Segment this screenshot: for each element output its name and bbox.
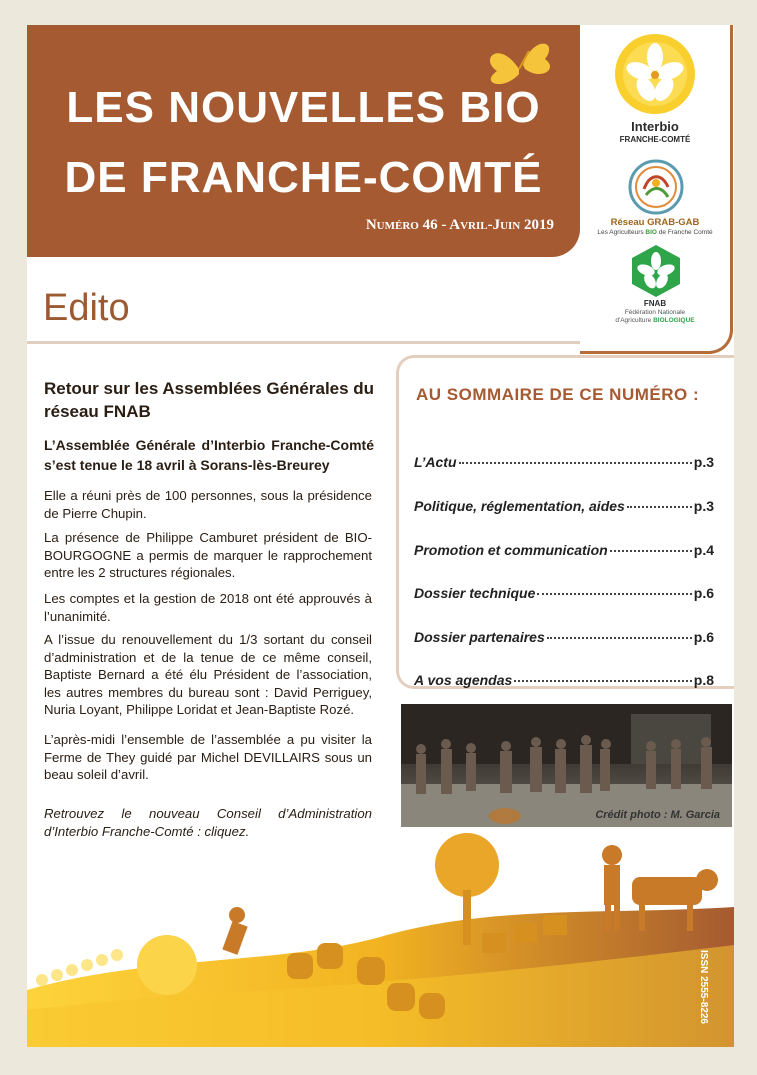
article-paragraph: Elle a réuni près de 100 personnes, sous la présidence de Pierre Chupin. (44, 488, 372, 521)
photo-credit: Crédit photo : M. Garcia (595, 809, 720, 821)
fnab-logo-name: FNAB (643, 299, 667, 308)
farm-landscape-illustration (27, 815, 734, 1047)
interbio-logo-region: FRANCHE-COMTÉ (619, 135, 691, 144)
toc-leader (627, 505, 692, 508)
toc-item-page: p.3 (693, 498, 714, 514)
newsletter-title-line2: DE FRANCHE-COMTÉ (64, 153, 543, 202)
toc-item-label: L’Actu (414, 454, 457, 470)
toc-item[interactable] (414, 672, 714, 688)
issue-label: Numéro 46 - Avril-Juin 2019 (365, 217, 554, 233)
article-subtitle: L’Assemblée Générale d’Interbio Franche-Comté s’est tenue le 18 avril à Sorans-lès-Breurey (44, 437, 374, 473)
toc-item[interactable] (414, 585, 714, 601)
toc-leader (610, 549, 692, 552)
grab-tagline-bio: BIO (645, 229, 657, 236)
article-paragraph: A l’issue du renouvellement du 1/3 sortant du conseil d’administration et de la tenue de ce même conseil, Baptiste Bernard a été élu Président de l’association, les autres membres du bureau sont : David Perriguey, Nuria Loyant, Philippe Loridat et Jean-Baptiste Rozé. (44, 632, 372, 717)
toc-item-label: Dossier partenaires (414, 629, 545, 645)
interbio-logo-name: Interbio (631, 119, 679, 134)
fnab-line2-prefix: d'Agriculture (615, 317, 654, 324)
fnab-line2-bio: BIOLOGIQUE (653, 317, 695, 324)
toc-leader (514, 679, 691, 682)
toc-leader (547, 636, 692, 639)
toc-item[interactable] (414, 542, 714, 558)
grab-logo-tagline (580, 229, 730, 236)
article-paragraph: L’après-midi l’ensemble de l’assemblée a pu visiter la Ferme de They guidé par Michel DEVILLAIRS sous un beau soleil d’avril. (44, 732, 372, 782)
grab-tagline-suffix: de Franche Comté (656, 229, 713, 236)
flower-logo-icon (614, 33, 696, 115)
toc-item-page: p.6 (693, 629, 714, 645)
table-of-contents (396, 355, 734, 689)
toc-item[interactable] (414, 454, 714, 470)
toc-item-page: p.6 (693, 585, 714, 601)
toc-item[interactable] (414, 629, 714, 645)
newsletter-title-line1: LES NOUVELLES BIO (66, 83, 541, 132)
toc-item-page: p.8 (693, 672, 714, 688)
article-cta-link[interactable]: Retrouvez le nouveau Conseil d’Administration d’Interbio Franche-Comté : cliquez. (44, 806, 372, 839)
fnab-logo-icon (630, 243, 682, 299)
fnab-logo-line1: Fédération Nationale (624, 309, 686, 316)
grab-logo-name: Réseau GRAB-GAB (610, 217, 700, 228)
grab-tagline-prefix: Les Agriculteurs (597, 229, 646, 236)
article-title: Retour sur les Assemblées Générales du réseau FNAB (44, 379, 375, 421)
fnab-logo-line2 (580, 317, 730, 324)
grab-logo-icon (628, 159, 684, 215)
partner-logos-panel (580, 25, 733, 354)
toc-leader (459, 461, 692, 464)
toc-item-page: p.4 (693, 542, 714, 558)
header-banner (27, 25, 580, 257)
article-paragraph: La présence de Philippe Camburet président de BIO-BOURGOGNE a permis de marquer le rapprochement entre les 2 structures régionales. (44, 530, 372, 580)
toc-item-label: A vos agendas (414, 672, 513, 688)
toc-title: AU SOMMAIRE DE CE NUMÉRO : (416, 385, 700, 404)
toc-item-page: p.3 (693, 454, 714, 470)
article-paragraph: Les comptes et la gestion de 2018 ont été approuvés à l’unanimité. (44, 591, 372, 624)
toc-item[interactable] (414, 498, 714, 514)
butterfly-icon (479, 29, 559, 99)
issn-number: ISSN 2555-8226 (698, 950, 709, 1024)
newsletter-page (27, 25, 734, 1047)
toc-item-label: Promotion et communication (414, 542, 608, 558)
toc-item-label: Dossier technique (414, 585, 536, 601)
section-divider (27, 341, 580, 344)
toc-leader (537, 592, 691, 595)
toc-item-label: Politique, réglementation, aides (414, 498, 625, 514)
section-heading: Edito (43, 287, 130, 329)
